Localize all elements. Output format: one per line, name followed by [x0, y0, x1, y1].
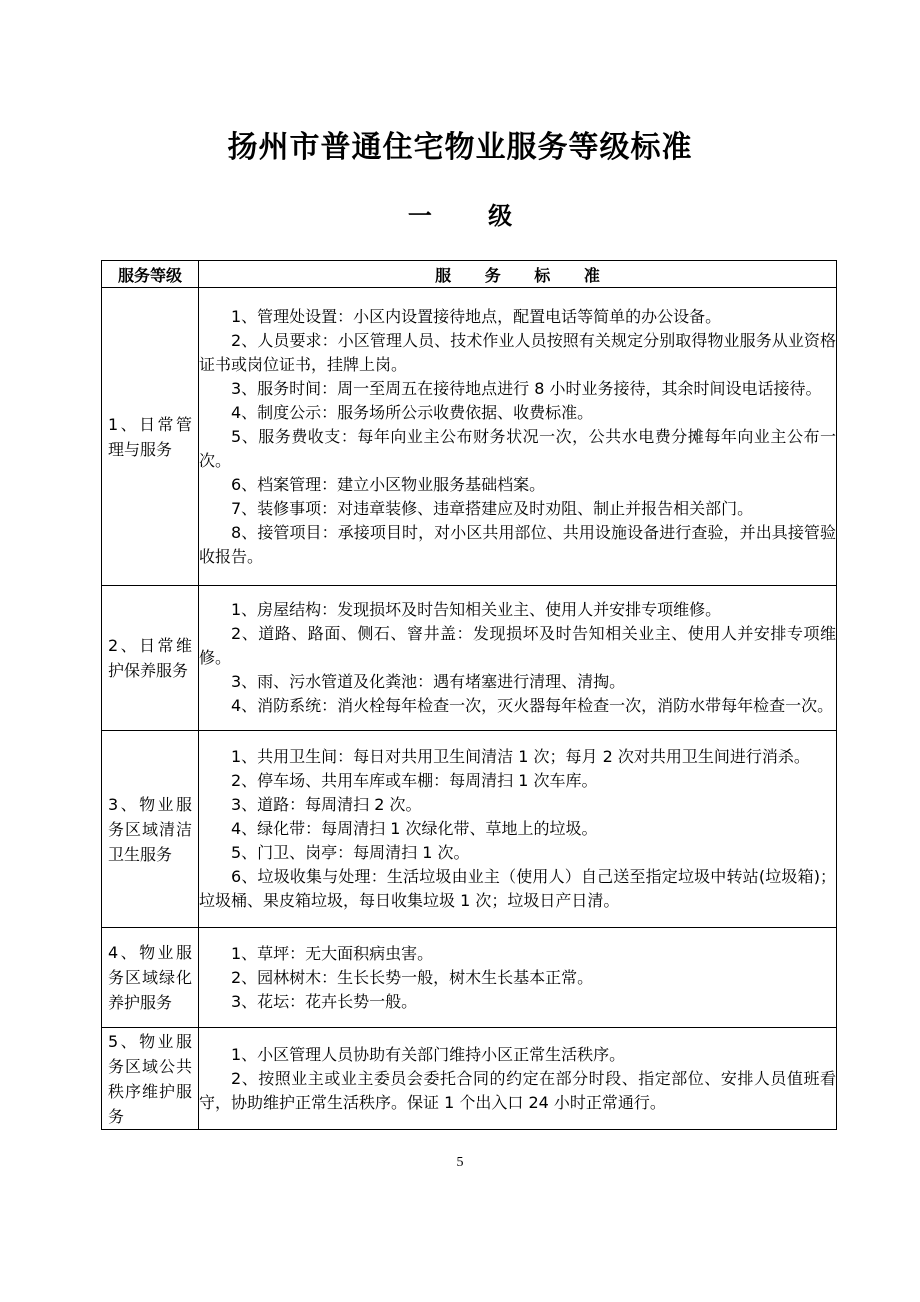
- service-standard-table: [101, 260, 837, 1130]
- service-item: 3、雨、污水管道及化粪池：遇有堵塞进行清理、清掏。: [231, 672, 626, 691]
- service-item: 5、门卫、岗亭：每周清扫 1 次。: [231, 843, 470, 862]
- service-item: 4、绿化带：每周清扫 1 次绿化带、草地上的垃圾。: [231, 819, 598, 838]
- service-category-label: 5、物业服务区域公共秩序维护服务: [108, 1031, 192, 1126]
- service-category-label: 2、日常维护保养服务: [108, 636, 192, 680]
- service-items-cell: [199, 1028, 837, 1130]
- table-header-row: [102, 261, 837, 288]
- service-items-cell: [199, 586, 837, 731]
- table-row: [102, 1028, 837, 1130]
- service-items-cell: [199, 731, 837, 928]
- service-item: 4、制度公示：服务场所公示收费依据、收费标准。: [231, 402, 594, 422]
- table-row: [102, 288, 837, 586]
- service-category-label: 1、日常管理与服务: [108, 414, 192, 459]
- service-item: 2、园林树木：生长长势一般，树木生长基本正常。: [231, 967, 594, 987]
- service-category-cell: [102, 586, 199, 731]
- service-item: 3、服务时间：周一至周五在接待地点进行 8 小时业务接待，其余时间设电话接待。: [231, 378, 822, 398]
- service-category-cell: [102, 288, 199, 586]
- service-item: 1、管理处设置：小区内设置接待地点，配置电话等简单的办公设备。: [231, 306, 722, 326]
- service-item: 1、草坪：无大面积病虫害。: [231, 943, 434, 963]
- page-number: 5: [456, 1155, 464, 1170]
- level-subtitle: 一 级: [407, 202, 537, 230]
- service-item: 7、装修事项：对违章装修、违章搭建应及时劝阻、制止并报告相关部门。: [231, 498, 754, 518]
- service-item: 2、人员要求：小区管理人员、技术作业人员按照有关规定分别取得物业服务从业资格证书或岗位证书，挂牌上岗。: [199, 330, 836, 374]
- table-row: [102, 586, 837, 731]
- header-service-level: 服务等级: [102, 261, 199, 288]
- service-item: 6、垃圾收集与处理：生活垃圾由业主（使用人）自己送至指定垃圾中转站(垃圾箱)；垃圾桶、果皮箱垃圾，每日收集垃圾 1 次；垃圾日产日清。: [199, 867, 836, 910]
- service-item: 2、停车场、共用车库或车棚：每周清扫 1 次车库。: [231, 771, 598, 790]
- header-service-standard: 服 务 标 准: [199, 261, 837, 288]
- service-item: 1、房屋结构：发现损坏及时告知相关业主、使用人并安排专项维修。: [231, 600, 722, 619]
- service-category-label: 4、物业服务区域绿化养护服务: [108, 943, 192, 1012]
- service-item: 2、按照业主或业主委员会委托合同的约定在部分时段、指定部位、安排人员值班看守，协助维护正常生活秩序。保证 1 个出入口 24 小时正常通行。: [199, 1068, 836, 1112]
- document-title: 扬州市普通住宅物业服务等级标准: [227, 130, 693, 165]
- service-items-cell: [199, 288, 837, 586]
- service-item: 3、道路：每周清扫 2 次。: [231, 795, 422, 814]
- service-category-cell: [102, 731, 199, 928]
- table-row: [102, 731, 837, 928]
- service-item: 3、花坛：花卉长势一般。: [231, 991, 418, 1011]
- table-row: [102, 928, 837, 1028]
- service-item: 6、档案管理：建立小区物业服务基础档案。: [231, 474, 546, 494]
- service-category-cell: [102, 928, 199, 1028]
- service-item: 5、服务费收支：每年向业主公布财务状况一次，公共水电费分摊每年向业主公布一次。: [199, 426, 836, 470]
- service-items-cell: [199, 928, 837, 1028]
- service-item: 1、小区管理人员协助有关部门维持小区正常生活秩序。: [231, 1044, 626, 1064]
- service-category-cell: [102, 1028, 199, 1130]
- service-item: 8、接管项目：承接项目时，对小区共用部位、共用设施设备进行查验，并出具接管验收报告。: [199, 522, 836, 566]
- service-item: 2、道路、路面、侧石、窨井盖：发现损坏及时告知相关业主、使用人并安排专项维修。: [199, 624, 836, 667]
- service-item: 1、共用卫生间：每日对共用卫生间清洁 1 次；每月 2 次对共用卫生间进行消杀。: [231, 747, 810, 766]
- service-item: 4、消防系统：消火栓每年检查一次，灭火器每年检查一次，消防水带每年检查一次。: [231, 696, 834, 715]
- service-category-label: 3、物业服务区域清洁卫生服务: [108, 794, 192, 864]
